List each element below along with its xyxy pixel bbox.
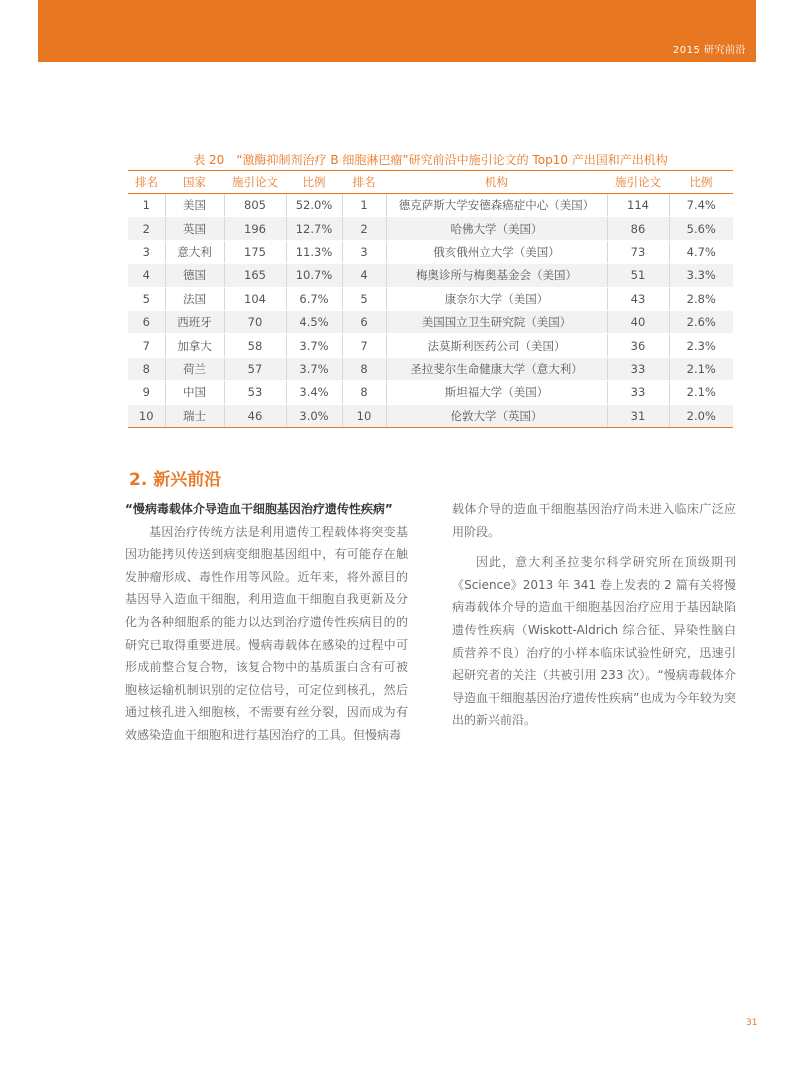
table-cell: 7.4% <box>669 194 733 217</box>
table-cell: 美国 <box>165 194 224 217</box>
table-cell: 西班牙 <box>165 310 224 333</box>
table-cell: 2.3% <box>669 334 733 357</box>
table-cell: 2.8% <box>669 287 733 310</box>
table-cell: 40 <box>607 310 669 333</box>
table-cell: 8 <box>128 357 165 380</box>
table-cell: 法莫斯利医药公司（美国） <box>386 334 607 357</box>
table-cell: 4.7% <box>669 240 733 263</box>
table-cell: 6.7% <box>286 287 342 310</box>
table-cell: 58 <box>224 334 286 357</box>
table-cell: 196 <box>224 217 286 240</box>
table-cell: 2.1% <box>669 357 733 380</box>
table-cell: 2.0% <box>669 404 733 427</box>
text-column-left <box>125 498 408 747</box>
table-cell: 5 <box>128 287 165 310</box>
header-citing-papers: 施引论文 <box>607 171 669 194</box>
table-cell: 6 <box>128 310 165 333</box>
text-column-right <box>452 498 736 732</box>
table-cell: 4 <box>128 264 165 287</box>
table-row <box>128 310 733 333</box>
table-row <box>128 334 733 357</box>
table-cell: 33 <box>607 357 669 380</box>
table-cell: 加拿大 <box>165 334 224 357</box>
header-country: 国家 <box>165 171 224 194</box>
table-header-row <box>128 171 733 194</box>
table-cell: 114 <box>607 194 669 217</box>
table-cell: 43 <box>607 287 669 310</box>
table-row <box>128 404 733 427</box>
table-cell: 51 <box>607 264 669 287</box>
paragraph: 载体介导的造血干细胞基因治疗尚未进入临床广泛应用阶段。 <box>452 502 736 539</box>
table-row <box>128 194 733 217</box>
paragraph: 基因治疗传统方法是利用遗传工程载体将突变基因功能拷贝传送到病变细胞基因组中，有可能存在触发肿瘤形成、毒性作用等风险。近年来，将外源目的基因导入造血干细胞，利用造血干细胞自我更新及分化为各种细胞系的能力以达到治疗遗传性疾病目的的研究已取得重要进展。慢病毒载体在感染的过程中可形成前整合复合物，该复合物中的基质蛋白含有可被胞核运输机制识别的定位信号，可定位到核孔，然后通过核孔进入细胞核，不需要有丝分裂，因而成为有效感染造血干细胞和进行基因治疗的工具。但慢病毒 <box>125 524 408 742</box>
table-cell: 8 <box>342 381 386 404</box>
table-cell: 英国 <box>165 217 224 240</box>
table-cell: 2 <box>342 217 386 240</box>
table-cell: 53 <box>224 381 286 404</box>
header-citing-papers: 施引论文 <box>224 171 286 194</box>
header-band <box>38 0 756 62</box>
table-cell: 2 <box>128 217 165 240</box>
table-cell: 104 <box>224 287 286 310</box>
table-row <box>128 217 733 240</box>
table-cell: 3.4% <box>286 381 342 404</box>
table-row <box>128 287 733 310</box>
header-ratio: 比例 <box>669 171 733 194</box>
section-title: 2. 新兴前沿 <box>129 470 222 490</box>
table-cell: 意大利 <box>165 240 224 263</box>
table-cell: 2.1% <box>669 381 733 404</box>
table-cell: 36 <box>607 334 669 357</box>
table-cell: 圣拉斐尔生命健康大学（意大利） <box>386 357 607 380</box>
paragraph: 因此，意大利圣拉斐尔科学研究所在顶级期刊《Science》2013 年 341 卷上发表的 2 篇有关将慢病毒载体介导的造血干细胞基因治疗应用于基因缺陷遗传性疾病（Wiskott-Aldrich 综合征、异染性脑白质营养不良）治疗的小样本临床试验性研究，迅速引起研究者的关注（共被引用 233 次）。“慢病毒载体介导造血干细胞基因治疗遗传性疾病”也成为今年较为突出的新兴前沿。 <box>452 555 736 728</box>
table-cell: 5.6% <box>669 217 733 240</box>
table-cell: 805 <box>224 194 286 217</box>
table-row <box>128 357 733 380</box>
page-number: 31 <box>746 1018 758 1028</box>
table-caption: 表 20 “激酶抑制剂治疗 B 细胞淋巴瘤”研究前沿中施引论文的 Top10 产出国和产出机构 <box>193 153 668 167</box>
frontier-subtitle: “慢病毒载体介导造血干细胞基因治疗遗传性疾病” <box>125 502 393 516</box>
table-cell: 1 <box>342 194 386 217</box>
table-cell: 3.3% <box>669 264 733 287</box>
table-cell: 中国 <box>165 381 224 404</box>
table-cell: 4.5% <box>286 310 342 333</box>
table-row <box>128 240 733 263</box>
table-cell: 荷兰 <box>165 357 224 380</box>
table-cell: 10 <box>128 404 165 427</box>
table-cell: 瑞士 <box>165 404 224 427</box>
table-cell: 梅奥诊所与梅奥基金会（美国） <box>386 264 607 287</box>
table-cell: 德国 <box>165 264 224 287</box>
table-cell: 3 <box>342 240 386 263</box>
running-header: 2015 研究前沿 <box>672 45 746 56</box>
table-cell: 165 <box>224 264 286 287</box>
table-cell: 11.3% <box>286 240 342 263</box>
table-cell: 73 <box>607 240 669 263</box>
table-cell: 3.7% <box>286 357 342 380</box>
table-row <box>128 264 733 287</box>
table-cell: 3.7% <box>286 334 342 357</box>
table-cell: 52.0% <box>286 194 342 217</box>
table-cell: 7 <box>342 334 386 357</box>
table-cell: 德克萨斯大学安德森癌症中心（美国） <box>386 194 607 217</box>
table-cell: 57 <box>224 357 286 380</box>
top10-table <box>128 170 733 428</box>
table-cell: 12.7% <box>286 217 342 240</box>
header-institution: 机构 <box>386 171 607 194</box>
table-cell: 伦敦大学（英国） <box>386 404 607 427</box>
table-cell: 46 <box>224 404 286 427</box>
table-cell: 10.7% <box>286 264 342 287</box>
table-cell: 175 <box>224 240 286 263</box>
table-cell: 3.0% <box>286 404 342 427</box>
table-cell: 美国国立卫生研究院（美国） <box>386 310 607 333</box>
table-cell: 4 <box>342 264 386 287</box>
table-cell: 7 <box>128 334 165 357</box>
table-cell: 康奈尔大学（美国） <box>386 287 607 310</box>
header-rank: 排名 <box>342 171 386 194</box>
table-cell: 3 <box>128 240 165 263</box>
header-ratio: 比例 <box>286 171 342 194</box>
header-rank: 排名 <box>128 171 165 194</box>
table-cell: 1 <box>128 194 165 217</box>
table-cell: 法国 <box>165 287 224 310</box>
table-cell: 2.6% <box>669 310 733 333</box>
table-cell: 6 <box>342 310 386 333</box>
table-cell: 10 <box>342 404 386 427</box>
table-cell: 33 <box>607 381 669 404</box>
table-row <box>128 381 733 404</box>
table-cell: 70 <box>224 310 286 333</box>
table-cell: 斯坦福大学（美国） <box>386 381 607 404</box>
table-cell: 俄亥俄州立大学（美国） <box>386 240 607 263</box>
table-cell: 31 <box>607 404 669 427</box>
table-cell: 9 <box>128 381 165 404</box>
table-cell: 哈佛大学（美国） <box>386 217 607 240</box>
table-cell: 8 <box>342 357 386 380</box>
table-cell: 86 <box>607 217 669 240</box>
table-cell: 5 <box>342 287 386 310</box>
